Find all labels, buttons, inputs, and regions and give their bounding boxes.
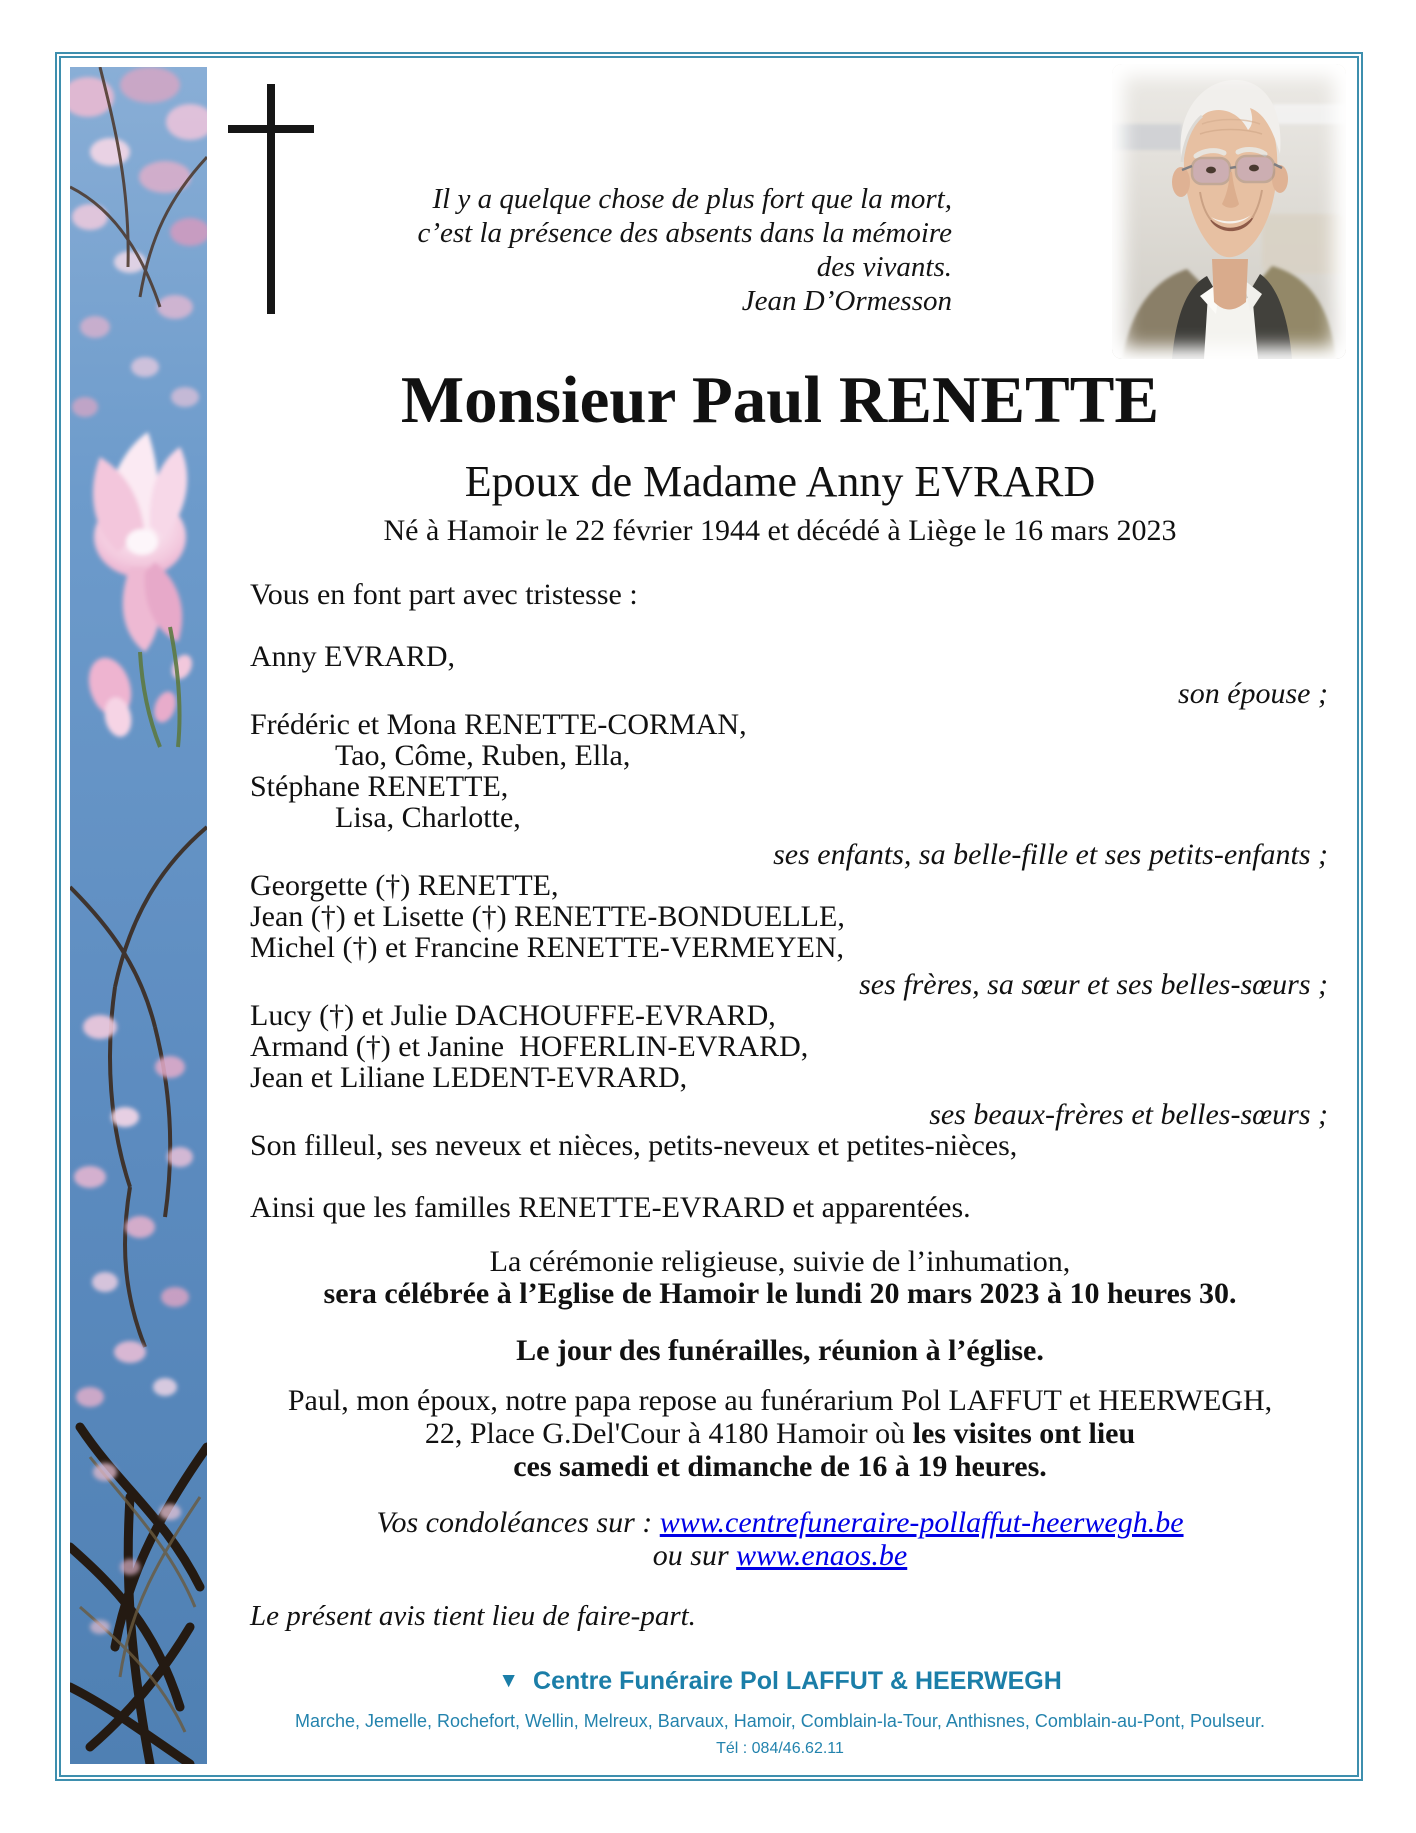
- family-line: [250, 1161, 1328, 1192]
- spouse-subtitle: Epoux de Madame Anny EVRARD: [464, 457, 1096, 506]
- quote-line-2: c’est la présence des absents dans la mémoire des vivants.: [417, 217, 952, 283]
- magnolia-photo: [70, 67, 207, 1764]
- family-line: Jean et Liliane LEDENT-EVRARD,: [250, 1061, 688, 1094]
- deceased-name-title: Monsieur Paul RENETTE: [400, 363, 1160, 437]
- family-line: ses beaux-frères et belles-sœurs ;: [929, 1098, 1328, 1131]
- repose-line-3: ces samedi et dimanche de 16 à 19 heures.: [513, 1450, 1047, 1483]
- condolences-link-1[interactable]: www.centrefuneraire-pollaffut-heerwegh.be: [659, 1506, 1184, 1539]
- funeral-home-name: [210, 1666, 1350, 1698]
- quote-line-1: Il y a quelque chose de plus fort que la mort,: [432, 183, 952, 215]
- condolences-line-1: [210, 1506, 1350, 1539]
- funeral-home-label: Centre Funéraire Pol LAFFUT & HEERWEGH: [533, 1667, 1062, 1695]
- quote-attribution: Jean D’Ormesson: [741, 285, 952, 317]
- condolences-link-2[interactable]: www.enaos.be: [736, 1539, 908, 1572]
- ceremony-block: [210, 1246, 1350, 1310]
- family-line: Son filleul, ses neveux et nièces, petits-neveux et petites-nièces,: [250, 1129, 1018, 1162]
- birth-death-line: Né à Hamoir le 22 février 1944 et décédé à Liège le 16 mars 2023: [383, 514, 1177, 547]
- ceremony-line-1: La cérémonie religieuse, suivie de l’inhumation,: [489, 1245, 1071, 1278]
- family-line: Anny EVRARD,: [250, 640, 456, 673]
- condolences-line-2: [210, 1539, 1350, 1572]
- family-line: Michel (†) et Francine RENETTE-VERMEYEN,: [250, 931, 845, 964]
- funeral-home-phone: Tél : 084/46.62.11: [716, 1740, 844, 1757]
- repose-line-1: Paul, mon époux, notre papa repose au funérarium Pol LAFFUT et HEERWEGH,: [287, 1384, 1273, 1417]
- family-line: Frédéric et Mona RENETTE-CORMAN,: [250, 708, 747, 741]
- family-line: ses frères, sa sœur et ses belles-sœurs ;: [859, 968, 1328, 1001]
- family-line: Ainsi que les familles RENETTE-EVRARD et apparentées.: [250, 1191, 971, 1224]
- condolences-prefix: Vos condoléances sur :: [376, 1506, 660, 1539]
- family-line: Stéphane RENETTE,: [250, 770, 509, 803]
- reunion-line: Le jour des funérailles, réunion à l’église.: [516, 1334, 1044, 1367]
- family-line: Jean (†) et Lisette (†) RENETTE-BONDUELLE,: [250, 900, 845, 933]
- family-line: ses enfants, sa belle-fille et ses petits-enfants ;: [773, 838, 1328, 871]
- condolences-block: [210, 1506, 1350, 1572]
- funeral-home-locations: Marche, Jemelle, Rochefort, Wellin, Melreux, Barvaux, Hamoir, Comblain-la-Tour, Anthisnes, Comblain-au-Pont, Poulseur.: [294, 1711, 1266, 1731]
- family-list: [250, 579, 1328, 1223]
- family-line: Tao, Côme, Ruben, Ella,: [335, 739, 631, 772]
- family-line: Georgette (†) RENETTE,: [250, 869, 559, 902]
- family-line: Lisa, Charlotte,: [335, 801, 521, 834]
- faire-part-notice: Le présent avis tient lieu de faire-part.: [250, 1600, 696, 1632]
- portrait-photo: [1112, 64, 1346, 359]
- repose-line-2: 22, Place G.Del'Cour à 4180 Hamoir où les visites ont lieu: [424, 1417, 1136, 1450]
- ceremony-line-2: sera célébrée à l’Eglise de Hamoir le lundi 20 mars 2023 à 10 heures 30.: [323, 1277, 1237, 1310]
- family-line: son épouse ;: [1178, 677, 1328, 710]
- family-line: Lucy (†) et Julie DACHOUFFE-EVRARD,: [250, 999, 776, 1032]
- memorial-quote: [400, 182, 952, 318]
- family-line: [250, 610, 1328, 641]
- family-line: Armand (†) et Janine HOFERLIN-EVRARD,: [250, 1030, 809, 1063]
- family-line: Vous en font part avec tristesse :: [250, 578, 638, 611]
- repose-block: [210, 1384, 1350, 1483]
- triangle-icon: ▼: [498, 1669, 520, 1692]
- condolences-middle: ou sur: [652, 1539, 737, 1572]
